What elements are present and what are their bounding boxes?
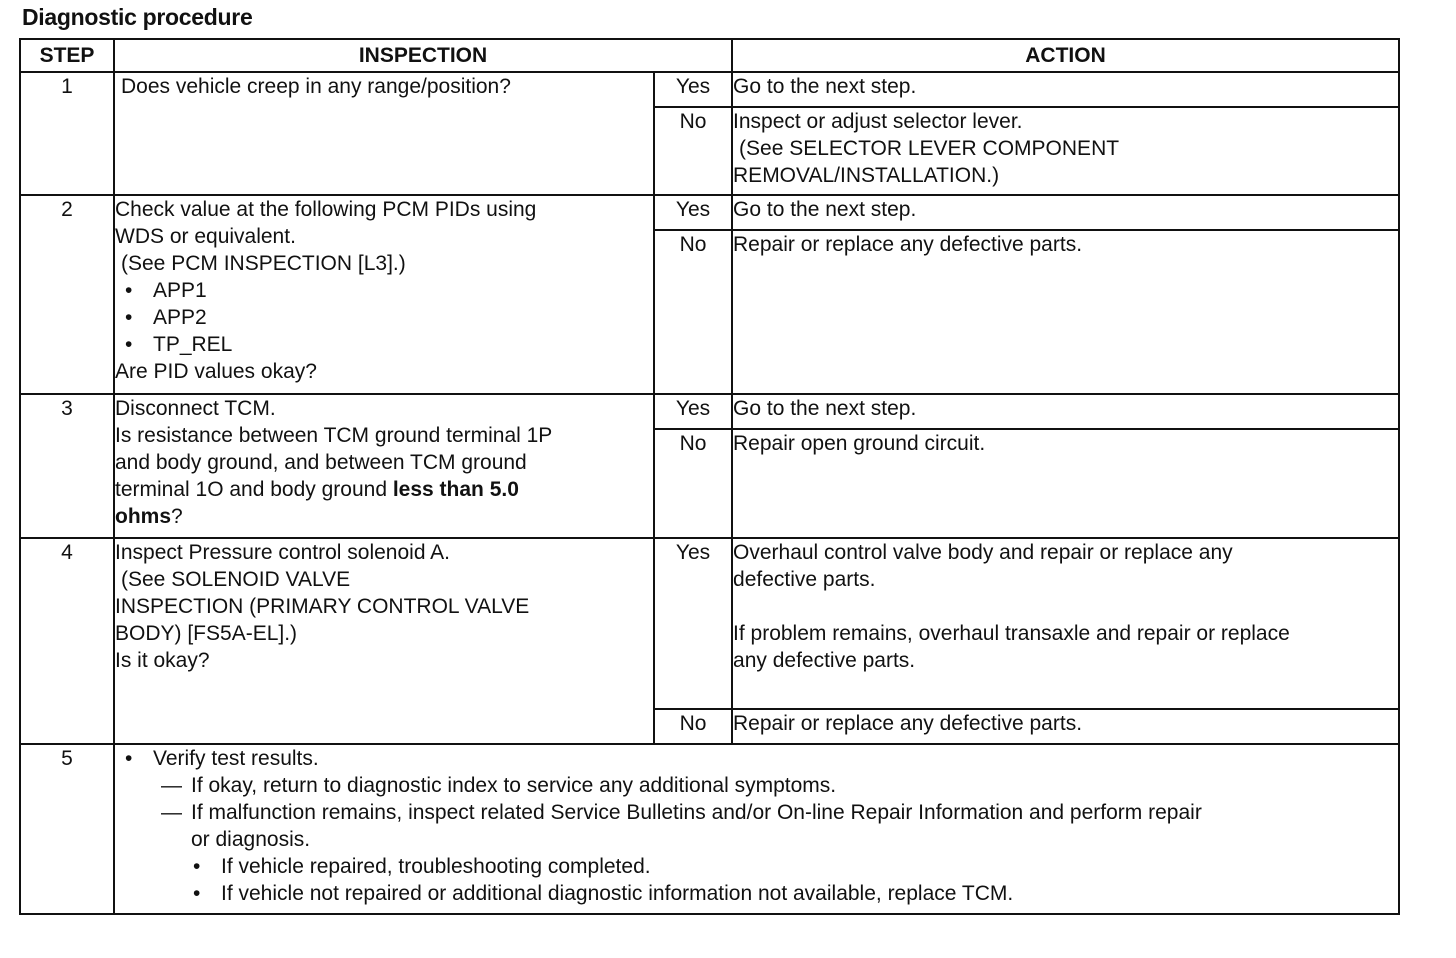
action-line: Overhaul control valve body and repair or replace any [733, 541, 1233, 564]
inspection-text: Does vehicle creep in any range/position? [121, 75, 511, 98]
dash-item: — If okay, return to diagnostic index to service any additional symptoms. [161, 774, 837, 797]
action-no [732, 107, 1399, 195]
verification-cell [114, 744, 1399, 914]
pid-list [115, 277, 653, 358]
step-number: 1 [20, 72, 114, 195]
list-item: • Verify test results. [123, 745, 1398, 772]
inspection-question: Is it okay? [115, 649, 210, 672]
step-number: 4 [20, 538, 114, 744]
step-number: 3 [20, 394, 114, 538]
inspection-line: BODY) [FS5A-EL].) [115, 622, 298, 645]
inspection-cell [114, 394, 654, 538]
action-no: Repair open ground circuit. [732, 429, 1399, 538]
inspection-cell [114, 538, 654, 744]
header-step: STEP [20, 39, 114, 72]
inspection-line: Check value at the following PCM PIDs using [115, 198, 537, 221]
header-row [20, 39, 1399, 72]
no-label: No [654, 429, 732, 538]
list-item: • APP1 [123, 277, 653, 304]
action-line: any defective parts. [733, 649, 916, 672]
table-row [20, 195, 1399, 230]
inspection-reference: (See PCM INSPECTION [L3].) [121, 252, 406, 275]
inspection-line: WDS or equivalent. [115, 225, 296, 248]
sub-list [115, 853, 1398, 907]
action-no: Repair or replace any defective parts. [732, 709, 1399, 744]
yes-label: Yes [654, 394, 732, 429]
inspection-emphasis: ohms [115, 505, 172, 528]
step-number: 2 [20, 195, 114, 394]
action-yes: Go to the next step. [732, 195, 1399, 230]
no-label: No [654, 709, 732, 744]
inspection-line: Disconnect TCM. [115, 397, 276, 420]
yes-label: Yes [654, 538, 732, 709]
inspection-line [115, 503, 653, 530]
action-yes [732, 538, 1399, 709]
list-item: • If vehicle not repaired or additional diagnostic information not available, replace TCM. [191, 880, 1398, 907]
diagnostic-table [19, 38, 1400, 915]
list-item: • If vehicle repaired, troubleshooting completed. [191, 853, 1398, 880]
no-label: No [654, 230, 732, 394]
inspection-question: Are PID values okay? [115, 360, 317, 383]
table-row [20, 72, 1399, 107]
verify-list [115, 745, 1398, 772]
inspection-line: INSPECTION (PRIMARY CONTROL VALVE [115, 595, 530, 618]
inspection-cell [114, 195, 654, 394]
inspection-line: Inspect Pressure control solenoid A. [115, 541, 451, 564]
action-yes: Go to the next step. [732, 72, 1399, 107]
page-title: Diagnostic procedure [22, 4, 253, 30]
inspection-line: and body ground, and between TCM ground [115, 451, 527, 474]
action-line: defective parts. [733, 568, 876, 591]
table-row [20, 394, 1399, 429]
action-no: Repair or replace any defective parts. [732, 230, 1399, 394]
inspection-text: terminal 1O and body ground [115, 478, 393, 501]
header-action: ACTION [732, 39, 1399, 72]
inspection-reference: (See SOLENOID VALVE [121, 568, 351, 591]
action-line: Inspect or adjust selector lever. [733, 110, 1023, 133]
dash-item: — If malfunction remains, inspect related Service Bulletins and/or On-line Repair Information and perform repair or diagnosis. [161, 801, 1202, 851]
table-row [20, 744, 1399, 914]
list-item: • TP_REL [123, 331, 653, 358]
list-item: • APP2 [123, 304, 653, 331]
yes-label: Yes [654, 195, 732, 230]
action-line: (See SELECTOR LEVER COMPONENT [739, 137, 1120, 160]
action-line: REMOVAL/INSTALLATION.) [733, 164, 1000, 187]
table-row [20, 538, 1399, 709]
header-inspection: INSPECTION [114, 39, 732, 72]
step-number: 5 [20, 744, 114, 914]
inspection-emphasis: less than 5.0 [392, 478, 519, 501]
inspection-line: Is resistance between TCM ground terminal 1P [115, 424, 553, 447]
inspection-line [115, 476, 653, 503]
yes-label: Yes [654, 72, 732, 107]
action-line: If problem remains, overhaul transaxle and repair or replace [733, 622, 1290, 645]
inspection-cell [114, 72, 654, 195]
inspection-text: ? [171, 505, 183, 528]
no-label: No [654, 107, 732, 195]
action-yes: Go to the next step. [732, 394, 1399, 429]
